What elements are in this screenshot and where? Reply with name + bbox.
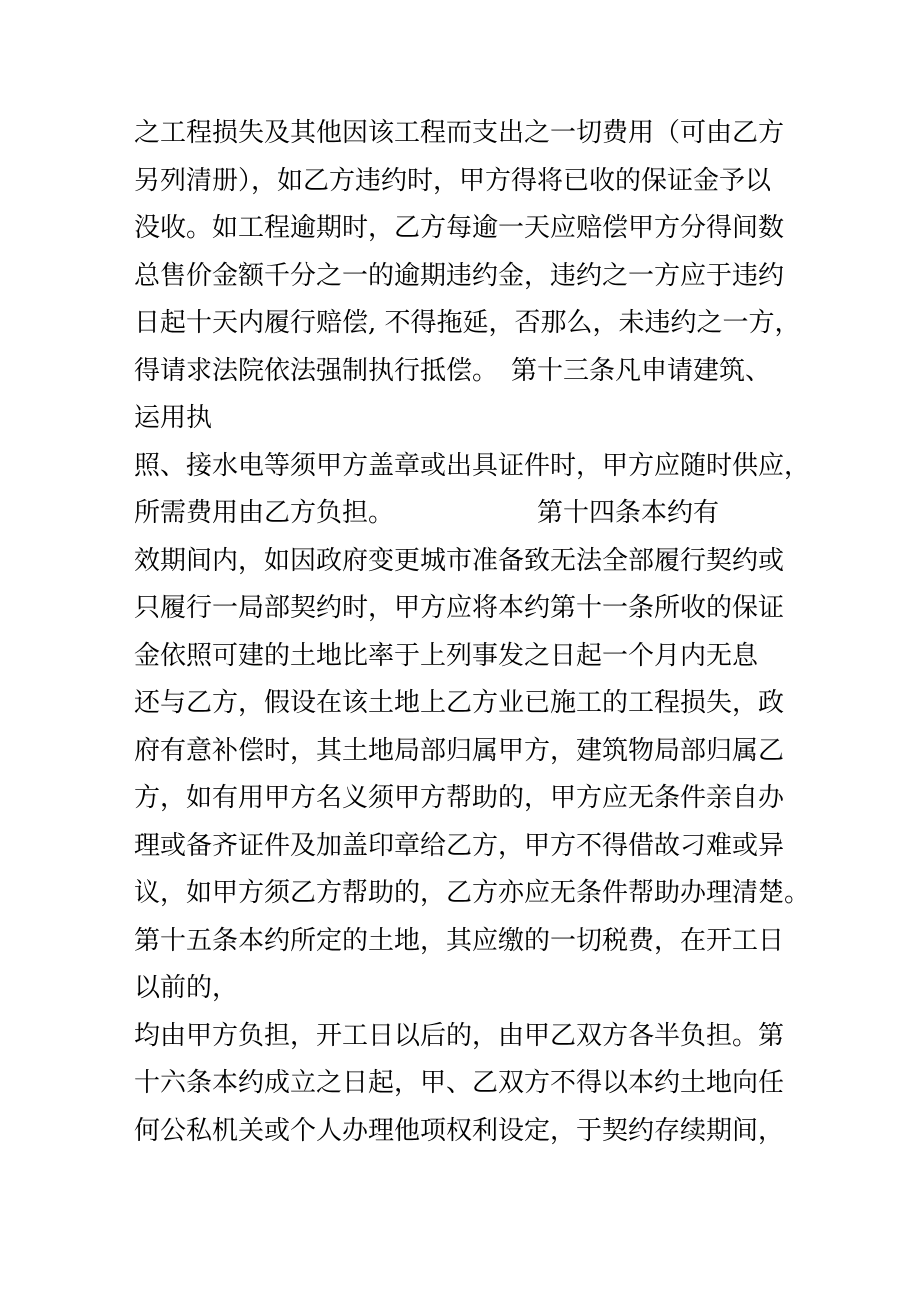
text-line-5: 日起十天内履行赔偿, 不得拖延，否那么，未违约之一方， [134,308,801,338]
text-line-9: 所需费用由乙方负担。 第十四条本约有 [134,498,720,528]
text-line-12: 金依照可建的土地比率于上列事发之日起一个月内无息 [134,640,759,671]
text-line-8: 照、接水电等须甲方盖章或出具证件时，甲方应随时供应， [134,450,811,481]
text-line-19: 以前的， [134,973,239,1003]
text-line-22: 何公私机关或个人办理他项权利设定，于契约存续期间， [134,1115,785,1146]
text-line-15: 方，如有用甲方名义须甲方帮助的，甲方应无条件亲自办 [134,783,785,813]
text-line-6: 得请求法院依法强制执行抵偿。 第十三条凡申请建筑、 [134,355,772,386]
text-line-3: 没收。如工程逾期时，乙方每逾一天应赔偿甲方分得间数 [134,213,785,243]
text-line-18: 第十五条本约所定的土地，其应缴的一切税费，在开工日 [134,925,785,956]
text-line-1: 之工程损失及其他因该工程而支出之一切费用（可由乙方 [134,118,785,148]
text-line-21: 十六条本约成立之日起，甲、乙双方不得以本约土地向任 [134,1068,785,1098]
text-line-2: 另列清册），如乙方违约时，甲方得将已收的保证金予以 [134,165,772,196]
text-line-17: 议，如甲方须乙方帮助的，乙方亦应无条件帮助办理清楚。 [134,878,811,908]
contract-body-text [134,110,811,1155]
text-line-13: 还与乙方，假设在该土地上乙方业已施工的工程损失，政 [134,688,785,718]
text-line-20: 均由甲方负担，开工日以后的，由甲乙双方各半负担。第 [134,1020,785,1051]
text-line-4: 总售价金额千分之一的逾期违约金，违约之一方应于违约 [134,260,785,291]
text-line-14: 府有意补偿时，其土地局部归属甲方，建筑物局部归属乙 [134,735,785,766]
text-line-11: 只履行一局部契约时，甲方应将本约第十一条所收的保证 [134,593,785,623]
text-line-7: 运用执 [134,403,213,433]
text-line-10: 效期间内，如因政府变更城市准备致无法全部履行契约或 [134,545,785,576]
text-line-16: 理或备齐证件及加盖印章给乙方，甲方不得借故刁难或异 [134,830,785,861]
